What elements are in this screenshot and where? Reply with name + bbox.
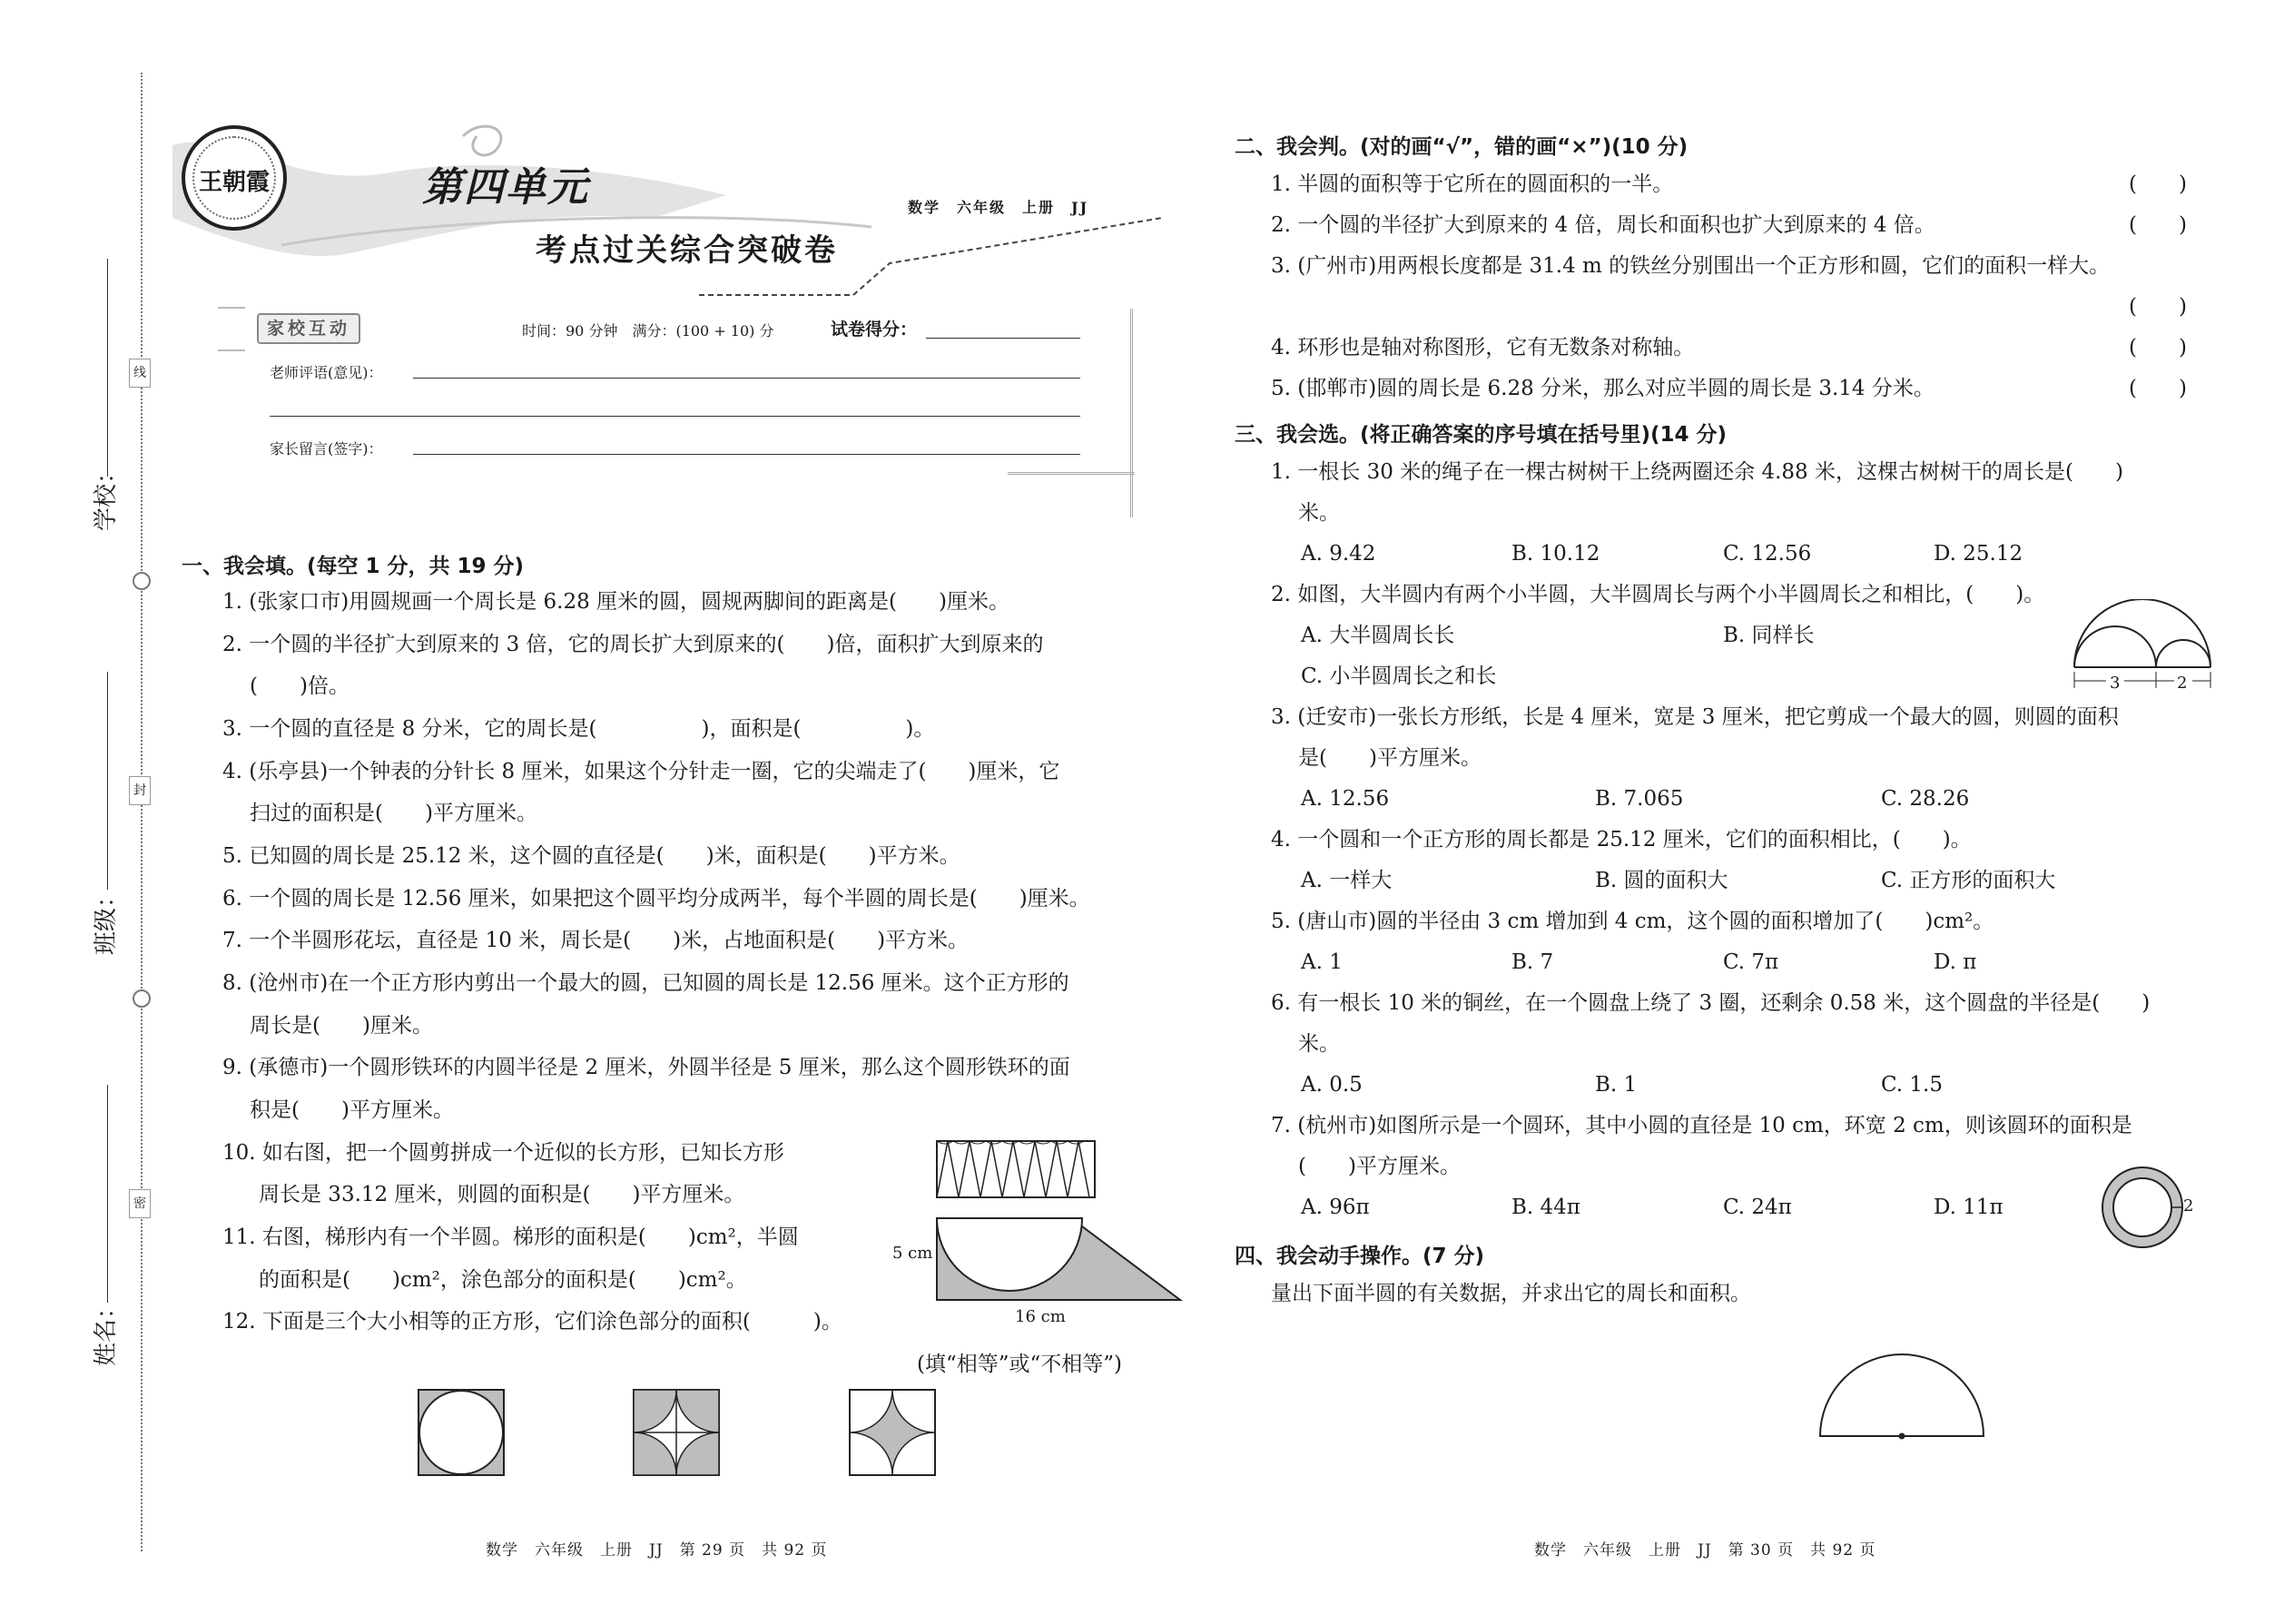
binding-dotted-line	[141, 73, 143, 1551]
q10-figure	[935, 1139, 1098, 1203]
c5-line1: 5. (唐山市)圆的半径由 3 cm 增加到 4 cm，这个圆的面积增加了( )cm²。	[1271, 910, 1994, 933]
logo	[182, 125, 287, 231]
seal-mark-3: 密	[129, 1189, 151, 1218]
c1-option-d[interactable]: D. 25.12	[1934, 542, 2023, 566]
j1: 1. 半圆的面积等于它所在的圆面积的一半。	[1271, 172, 1674, 196]
c3-line1: 3. (迁安市)一张长方形纸，长是 4 厘米，宽是 3 厘米，把它剪成一个最大的圆，则圆的面积	[1271, 705, 2119, 729]
j2: 2. 一个圆的半径扩大到原来的 4 倍，周长和面积也扩大到原来的 4 倍。	[1271, 213, 1935, 237]
j3: 3. (广州市)用两根长度都是 31.4 m 的铁丝分别围出一个正方形和圆，它们的面积一样大。	[1271, 254, 2111, 278]
q9-line1: 9. (承德市)一个圆形铁环的内圆半径是 2 厘米，外圆半径是 5 厘米，那么这个圆形铁环的面	[222, 1056, 1070, 1079]
q12-line1: 12. 下面是三个大小相等的正方形，它们涂色部分的面积( )。	[222, 1310, 842, 1334]
c2-figure-label-3: 3	[2110, 674, 2121, 693]
s4-semicircle-figure	[1816, 1353, 1988, 1443]
j4-blank[interactable]: ( )	[2129, 336, 2187, 359]
q1: 1. (张家口市)用圆规画一个周长是 6.28 厘米的圆，圆规两脚间的距离是( )厘米。	[222, 590, 1009, 614]
teacher-comment-line-1[interactable]	[413, 378, 1080, 379]
q12-line2: (填“相等”或“不相等”)	[917, 1353, 1122, 1376]
q12-square-2	[633, 1389, 720, 1476]
seal-mark-1: 线	[129, 359, 151, 388]
c1-option-b[interactable]: B. 10.12	[1511, 542, 1600, 566]
q11-line1: 11. 右图，梯形内有一个半圆。梯形的面积是( )cm²，半圆	[222, 1225, 799, 1249]
c1-option-c[interactable]: C. 12.56	[1723, 542, 1812, 566]
c5-option-a[interactable]: A. 1	[1301, 950, 1343, 974]
frame-deco-right-h	[1008, 472, 1135, 475]
section-4-title: 四、我会动手操作。(7 分)	[1235, 1245, 1485, 1268]
q5: 5. 已知圆的周长是 25.12 米，这个圆的直径是( )米，面积是( )平方米。	[222, 844, 960, 868]
c6-line1: 6. 有一根长 10 米的铜丝，在一个圆盘上绕了 3 圈，还剩余 0.58 米，这个圆盘的半径是( )	[1271, 991, 2151, 1015]
class-blank[interactable]	[107, 672, 108, 890]
right-footer: 数学 六年级 上册 JJ 第 30 页 共 92 页	[1534, 1541, 1876, 1560]
c7-option-c[interactable]: C. 24π	[1723, 1196, 1792, 1219]
c4-option-b[interactable]: B. 圆的面积大	[1595, 869, 1728, 892]
c2-figure-label-2: 2	[2177, 674, 2188, 693]
c7-ring-figure	[2097, 1162, 2188, 1253]
c3-option-c[interactable]: C. 28.26	[1881, 787, 1970, 811]
c2-option-a[interactable]: A. 大半圆周长长	[1301, 624, 1455, 647]
c2-option-b[interactable]: B. 同样长	[1723, 624, 1815, 647]
left-footer: 数学 六年级 上册 JJ 第 29 页 共 92 页	[486, 1541, 828, 1560]
q4-line2: 扫过的面积是( )平方厘米。	[250, 802, 537, 825]
c3-option-a[interactable]: A. 12.56	[1301, 787, 1390, 811]
q7: 7. 一个半圆形花坛，直径是 10 米，周长是( )米，占地面积是( )平方米。	[222, 929, 970, 952]
c5-option-d[interactable]: D. π	[1934, 950, 1977, 974]
q4-line1: 4. (乐亭县)一个钟表的分针长 8 厘米，如果这个分针走一圈，它的尖端走了( )厘米，它	[222, 760, 1060, 783]
c4-option-a[interactable]: A. 一样大	[1301, 869, 1393, 892]
c5-option-c[interactable]: C. 7π	[1723, 950, 1779, 974]
c2-option-c[interactable]: C. 小半圆周长之和长	[1301, 664, 1497, 688]
seal-mark-2: 封	[129, 776, 151, 805]
parent-comment-line[interactable]	[413, 454, 1080, 455]
q12-square-3	[849, 1389, 936, 1476]
home-school-badge: 家校互动	[257, 313, 360, 344]
c7-option-b[interactable]: B. 44π	[1511, 1196, 1580, 1219]
section-3-title: 三、我会选。(将正确答案的序号填在括号里)(14 分)	[1235, 423, 1728, 447]
c7-option-a[interactable]: A. 96π	[1301, 1196, 1370, 1219]
name-label: 姓名：	[93, 1294, 120, 1366]
class-label: 班级：	[93, 883, 120, 955]
q8-line2: 周长是( )厘米。	[250, 1014, 433, 1038]
q11-base-label: 16 cm	[1015, 1307, 1066, 1326]
unit-title: 第四单元	[422, 164, 589, 211]
c5-option-b[interactable]: B. 7	[1511, 950, 1554, 974]
c4-option-c[interactable]: C. 正方形的面积大	[1881, 869, 2056, 892]
c7-option-d[interactable]: D. 11π	[1934, 1196, 2004, 1219]
c1-option-a[interactable]: A. 9.42	[1301, 542, 1376, 566]
q3: 3. 一个圆的直径是 8 分米，它的周长是( )，面积是( )。	[222, 717, 935, 741]
q11-height-label: 5 cm	[892, 1244, 933, 1263]
s4-instruction: 量出下面半圆的有关数据，并求出它的周长和面积。	[1271, 1282, 1751, 1305]
q10-line1: 10. 如右图，把一个圆剪拼成一个近似的长方形，已知长方形	[222, 1141, 784, 1165]
c1-line2: 米。	[1298, 501, 1340, 525]
subject-tag: 数学 六年级 上册 JJ	[908, 199, 1089, 216]
binding-hole	[133, 572, 151, 590]
c6-option-a[interactable]: A. 0.5	[1301, 1073, 1363, 1097]
c4-line1: 4. 一个圆和一个正方形的周长都是 25.12 厘米，它们的面积相比，( )。	[1271, 828, 1972, 851]
c6-option-c[interactable]: C. 1.5	[1881, 1073, 1943, 1097]
q12-square-1	[418, 1389, 505, 1476]
c6-option-b[interactable]: B. 1	[1595, 1073, 1638, 1097]
c1-line1: 1. 一根长 30 米的绳子在一棵古树树干上绕两圈还余 4.88 米，这棵古树树干的周长是( )	[1271, 460, 2123, 484]
teacher-comment-line-2[interactable]	[270, 416, 1080, 417]
section-1-title: 一、我会填。(每空 1 分，共 19 分)	[182, 555, 525, 578]
c2-figure	[2070, 599, 2215, 690]
q8-line1: 8. (沧州市)在一个正方形内剪出一个最大的圆，已知圆的周长是 12.56 厘米。这个正方形的	[222, 971, 1069, 995]
frame-deco-right	[1085, 309, 1133, 517]
c7-ring-width-label: 2	[2183, 1196, 2194, 1216]
score-label: 试卷得分：	[831, 320, 918, 340]
deco-lines-left	[218, 307, 245, 351]
j3-blank[interactable]: ( )	[2129, 295, 2187, 319]
paper-title: 考点过关综合突破卷	[536, 232, 838, 269]
c3-option-b[interactable]: B. 7.065	[1595, 787, 1684, 811]
c7-line1: 7. (杭州市)如图所示是一个圆环，其中小圆的直径是 10 cm，环宽 2 cm，则该圆环的面积是	[1271, 1114, 2132, 1137]
school-blank[interactable]	[107, 259, 108, 477]
j5-blank[interactable]: ( )	[2129, 377, 2187, 400]
c2-line1: 2. 如图，大半圆内有两个小半圆，大半圆周长与两个小半圆周长之和相比，( )。	[1271, 583, 2045, 606]
section-2-title: 二、我会判。(对的画“√”，错的画“×”)(10 分)	[1235, 135, 1689, 159]
q10-line2: 周长是 33.12 厘米，则圆的面积是( )平方厘米。	[259, 1183, 745, 1206]
j2-blank[interactable]: ( )	[2129, 213, 2187, 237]
j5: 5. (邯郸市)圆的周长是 6.28 分米，那么对应半圆的周长是 3.14 分米。	[1271, 377, 1935, 400]
parent-comment-label: 家长留言(签字)：	[270, 440, 383, 458]
j1-blank[interactable]: ( )	[2129, 172, 2187, 196]
q6: 6. 一个圆的周长是 12.56 厘米，如果把这个圆平均分成两半，每个半圆的周长是( )厘米。	[222, 887, 1090, 910]
q9-line2: 积是( )平方厘米。	[250, 1098, 454, 1122]
q2-line1: 2. 一个圆的半径扩大到原来的 3 倍，它的周长扩大到原来的( )倍，面积扩大到原来的	[222, 633, 1044, 656]
logo-text: 王朝霞	[198, 169, 270, 196]
q11-line2: 的面积是( )cm²，涂色部分的面积是( )cm²。	[259, 1268, 747, 1292]
q2-line2: ( )倍。	[250, 674, 350, 698]
teacher-comment-label: 老师评语(意见)：	[270, 364, 383, 381]
score-blank[interactable]	[926, 338, 1080, 339]
exam-meta: 时间：90 分钟 满分：(100 + 10) 分	[522, 322, 774, 340]
c6-line2: 米。	[1298, 1032, 1340, 1056]
j4: 4. 环形也是轴对称图形，它有无数条对称轴。	[1271, 336, 1695, 359]
c3-line2: 是( )平方厘米。	[1298, 746, 1482, 770]
q11-figure	[935, 1216, 1189, 1307]
c7-line2: ( )平方厘米。	[1298, 1155, 1461, 1178]
name-blank[interactable]	[107, 1085, 108, 1303]
school-label: 学校：	[93, 459, 120, 531]
binding-hole	[133, 989, 151, 1008]
